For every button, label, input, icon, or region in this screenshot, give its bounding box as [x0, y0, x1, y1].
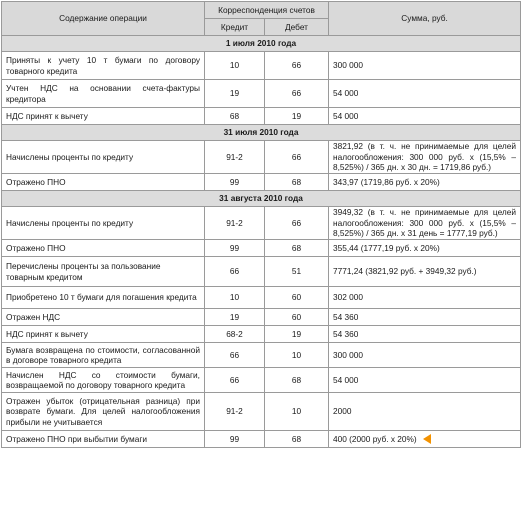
credit-cell [205, 393, 265, 431]
table-row [2, 207, 521, 240]
amount-cell-text: 54 000 [333, 374, 359, 385]
table-row [2, 141, 521, 174]
amount-cell-text: 54 360 [333, 328, 359, 339]
table-row [2, 368, 521, 393]
amount-cell [329, 309, 521, 326]
credit-cell-text: 91-2 [226, 151, 243, 162]
amount-cell-text: 355,44 (1777,19 руб. х 20%) [333, 242, 440, 253]
operation-cell-text: Перечислены проценты за пользование товарным кредитом [6, 261, 161, 282]
table-row [2, 257, 521, 287]
amount-cell [329, 80, 521, 108]
amount-cell-text: 400 (2000 руб. х 20%) [333, 433, 417, 444]
amount-cell-text: 300 000 [333, 60, 364, 71]
credit-cell [205, 309, 265, 326]
debit-cell-text: 10 [291, 349, 302, 360]
debit-cell [265, 431, 329, 448]
amount-cell-text: 2000 [333, 406, 352, 417]
amount-cell-text: 343,97 (1719,86 руб. х 20%) [333, 176, 440, 187]
operation-cell [2, 309, 205, 326]
credit-cell-text: 66 [229, 374, 240, 385]
operation-cell-text: Отражено ПНО [6, 176, 66, 187]
operation-cell-text: НДС принят к вычету [6, 110, 88, 121]
credit-cell [205, 368, 265, 393]
header-debit: Дебет [265, 19, 329, 36]
date-section-row [2, 125, 521, 141]
debit-cell-text: 60 [291, 292, 302, 303]
credit-cell [205, 141, 265, 174]
operation-cell-text: Бумага возвращена по стоимости, согласованной в договоре товарного кредита [6, 344, 200, 365]
operation-cell-text: Приобретено 10 т бумаги для погашения кредита [6, 292, 197, 303]
debit-cell-text: 68 [291, 374, 302, 385]
header-correspondence: Корреспонденция счетов [205, 2, 329, 19]
amount-cell-text: 302 000 [333, 292, 364, 303]
header-amount: Сумма, руб. [329, 2, 521, 36]
operation-cell [2, 431, 205, 448]
credit-cell-text: 66 [229, 266, 240, 277]
debit-cell [265, 257, 329, 287]
table-row [2, 326, 521, 343]
credit-cell [205, 326, 265, 343]
credit-cell [205, 240, 265, 257]
operation-cell [2, 287, 205, 309]
section-date: 31 июля 2010 года [2, 125, 521, 141]
operation-cell-text: Отражено ПНО при выбытии бумаги [6, 433, 147, 444]
table-row [2, 80, 521, 108]
debit-cell [265, 343, 329, 368]
header-credit: Кредит [205, 19, 265, 36]
credit-cell-text: 99 [229, 176, 240, 187]
date-section-row [2, 36, 521, 52]
operation-cell [2, 108, 205, 125]
debit-cell-text: 66 [291, 88, 302, 99]
operation-cell [2, 257, 205, 287]
amount-cell-text: 54 360 [333, 311, 359, 322]
amount-cell-text: 300 000 [333, 349, 364, 360]
credit-cell-text: 19 [229, 311, 240, 322]
debit-cell-text: 19 [291, 110, 302, 121]
credit-cell [205, 257, 265, 287]
credit-cell [205, 431, 265, 448]
amount-cell [329, 141, 521, 174]
operation-cell [2, 343, 205, 368]
debit-cell-text: 68 [291, 176, 302, 187]
operation-cell-text: Начислены проценты по кредиту [6, 151, 134, 162]
ledger-body [2, 36, 521, 448]
operation-cell-text: Отражен убыток (отрицательная разница) при возврате бумаги. Для целей налогообложения прибыли не учитывается [6, 395, 200, 427]
debit-cell [265, 52, 329, 80]
debit-cell [265, 108, 329, 125]
table-row [2, 240, 521, 257]
credit-cell-text: 66 [229, 349, 240, 360]
debit-cell-text: 10 [291, 406, 302, 417]
debit-cell [265, 326, 329, 343]
amount-cell [329, 287, 521, 309]
credit-cell-text: 68-2 [226, 328, 243, 339]
credit-cell-text: 99 [229, 433, 240, 444]
table-row [2, 287, 521, 309]
debit-cell-text: 51 [291, 266, 302, 277]
debit-cell-text: 68 [291, 242, 302, 253]
debit-cell [265, 141, 329, 174]
credit-cell [205, 108, 265, 125]
credit-cell [205, 343, 265, 368]
debit-cell [265, 80, 329, 108]
debit-cell-text: 19 [291, 328, 302, 339]
header-row [2, 2, 521, 19]
table-row [2, 431, 521, 448]
credit-cell-text: 10 [229, 60, 240, 71]
operation-cell [2, 393, 205, 431]
debit-cell [265, 207, 329, 240]
credit-cell-text: 10 [229, 292, 240, 303]
amount-cell-text: 3949,32 (в т. ч. не принимаемые для целей налогообложения: 300 000 руб. х (15,5% – 8,525%) / 365 дн. х 31 день = 1777,19 руб.) [333, 207, 517, 239]
credit-cell-text: 99 [229, 242, 240, 253]
debit-cell [265, 309, 329, 326]
debit-cell [265, 174, 329, 191]
credit-cell [205, 80, 265, 108]
debit-cell-text: 68 [291, 433, 302, 444]
debit-cell-text: 66 [291, 60, 302, 71]
operation-cell [2, 326, 205, 343]
credit-cell [205, 174, 265, 191]
amount-cell-text: 3821,92 (в т. ч. не принимаемые для целей налогообложения: 300 000 руб. х (15,5% – 8,525%) / 365 дн. х 30 дн. = 1719,86 руб.) [333, 141, 517, 173]
operation-cell [2, 368, 205, 393]
accounting-entries-table [1, 1, 521, 448]
operation-cell [2, 207, 205, 240]
amount-cell [329, 343, 521, 368]
table-row [2, 343, 521, 368]
operation-cell-text: Начислены проценты по кредиту [6, 217, 134, 228]
section-date: 1 июля 2010 года [2, 36, 521, 52]
operation-cell-text: Начислен НДС со стоимости бумаги, возвращаемой по договору товарного кредита [6, 369, 200, 390]
amount-cell [329, 393, 521, 431]
table-row [2, 309, 521, 326]
operation-cell-text: Отражено ПНО [6, 242, 66, 253]
amount-cell [329, 174, 521, 191]
debit-cell-text: 66 [291, 217, 302, 228]
operation-cell [2, 174, 205, 191]
credit-cell-text: 91-2 [226, 406, 243, 417]
credit-cell-text: 91-2 [226, 217, 243, 228]
operation-cell-text: Учтен НДС на основании счета-фактуры кредитора [6, 83, 200, 104]
operation-cell [2, 141, 205, 174]
amount-cell-text: 54 000 [333, 110, 359, 121]
amount-cell [329, 207, 521, 240]
credit-cell [205, 287, 265, 309]
credit-cell-text: 68 [229, 110, 240, 121]
operation-cell [2, 52, 205, 80]
operation-cell [2, 80, 205, 108]
table-row [2, 108, 521, 125]
amount-cell [329, 52, 521, 80]
amount-cell [329, 431, 521, 448]
credit-cell [205, 207, 265, 240]
amount-cell [329, 368, 521, 393]
table-row [2, 393, 521, 431]
debit-cell [265, 393, 329, 431]
table-row [2, 174, 521, 191]
debit-cell [265, 368, 329, 393]
credit-cell-text: 19 [229, 88, 240, 99]
section-date: 31 августа 2010 года [2, 191, 521, 207]
debit-cell [265, 287, 329, 309]
amount-cell-text: 7771,24 (3821,92 руб. + 3949,32 руб.) [333, 266, 477, 277]
amount-cell [329, 326, 521, 343]
amount-cell [329, 240, 521, 257]
operation-cell-text: Приняты к учету 10 т бумаги по договору товарного кредита [6, 55, 200, 76]
date-section-row [2, 191, 521, 207]
header-operation: Содержание операции [2, 2, 205, 36]
operation-cell-text: Отражен НДС [6, 311, 61, 322]
operation-cell [2, 240, 205, 257]
debit-cell-text: 66 [291, 151, 302, 162]
debit-cell [265, 240, 329, 257]
triangle-left-icon [423, 434, 431, 444]
operation-cell-text: НДС принят к вычету [6, 328, 88, 339]
amount-cell [329, 108, 521, 125]
debit-cell-text: 60 [291, 311, 302, 322]
table-row [2, 52, 521, 80]
amount-cell-text: 54 000 [333, 88, 359, 99]
amount-cell [329, 257, 521, 287]
credit-cell [205, 52, 265, 80]
